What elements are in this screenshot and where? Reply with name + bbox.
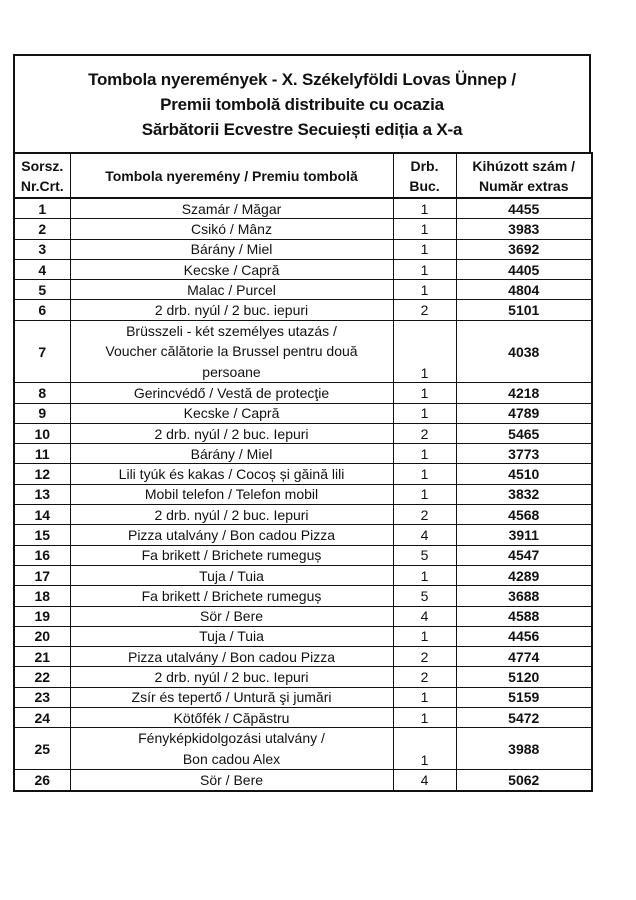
cell-qty: 1 (393, 687, 456, 707)
table-row (14, 403, 592, 423)
cell-nr: 6 (14, 300, 70, 320)
cell-prize (70, 198, 393, 219)
cell-qty: 1 (393, 383, 456, 403)
cell-drawn-number: 4038 (456, 320, 592, 383)
table-row (14, 606, 592, 626)
cell-prize (70, 444, 393, 464)
cell-qty: 2 (393, 423, 456, 443)
cell-nr: 16 (14, 545, 70, 565)
cell-prize (70, 626, 393, 646)
table-row (14, 464, 592, 484)
cell-nr: 11 (14, 444, 70, 464)
cell-nr: 25 (14, 728, 70, 770)
cell-nr: 1 (14, 198, 70, 219)
cell-qty: 1 (393, 444, 456, 464)
table-row (14, 320, 592, 383)
cell-prize (70, 464, 393, 484)
cell-nr: 17 (14, 565, 70, 585)
cell-prize (70, 423, 393, 443)
cell-nr: 3 (14, 239, 70, 259)
table-row (14, 565, 592, 585)
cell-prize (70, 770, 393, 791)
table-row (14, 259, 592, 279)
cell-drawn-number: 5465 (456, 423, 592, 443)
cell-nr: 24 (14, 708, 70, 728)
cell-drawn-number: 5101 (456, 300, 592, 320)
prize-line: Fényképkidolgozási utalvány / (138, 730, 325, 747)
table-row (14, 667, 592, 687)
cell-qty: 1 (393, 198, 456, 219)
title-box (13, 54, 591, 152)
prize-line: 2 drb. nyúl / 2 buc. iepuri (154, 302, 309, 319)
cell-drawn-number: 4774 (456, 647, 592, 667)
cell-qty: 4 (393, 606, 456, 626)
prize-line: Pizza utalvány / Bon cadou Pizza (127, 648, 335, 665)
prize-line: Malac / Purcel (187, 281, 276, 298)
cell-drawn-number: 3988 (456, 728, 592, 770)
table-row (14, 484, 592, 504)
prize-line: Bárány / Miel (190, 445, 273, 462)
title-line-1: Tombola nyeremények - X. Székelyföldi Lovas Ünnep / (88, 69, 516, 89)
table-row (14, 505, 592, 525)
header-nr-line1: Sorsz. (21, 157, 64, 174)
prize-line: Kecske / Capră (183, 405, 280, 422)
prize-line: Gerincvédő / Vestă de protecţie (133, 384, 330, 401)
cell-qty: 1 (393, 280, 456, 300)
prize-line: Mobil telefon / Telefon mobil (144, 486, 319, 503)
cell-prize (70, 320, 393, 383)
table-row (14, 383, 592, 403)
cell-qty: 1 (393, 320, 456, 383)
prize-line: Zsír és tepertő / Untură şi jumări (131, 689, 332, 706)
prize-table (13, 152, 593, 792)
cell-qty: 1 (393, 219, 456, 239)
cell-nr: 15 (14, 525, 70, 545)
header-row (14, 153, 592, 198)
table-row (14, 728, 592, 770)
cell-drawn-number: 5472 (456, 708, 592, 728)
cell-drawn-number: 3688 (456, 586, 592, 606)
cell-prize (70, 219, 393, 239)
cell-nr: 26 (14, 770, 70, 791)
cell-qty: 2 (393, 505, 456, 525)
cell-drawn-number: 4568 (456, 505, 592, 525)
cell-nr: 22 (14, 667, 70, 687)
prize-line: Bon cadou Alex (182, 750, 281, 767)
cell-prize (70, 280, 393, 300)
header-number-line2: Număr extras (479, 177, 569, 194)
cell-qty: 1 (393, 626, 456, 646)
cell-drawn-number: 4789 (456, 403, 592, 423)
prize-line: Kötőfék / Căpăstru (173, 709, 290, 726)
cell-qty: 1 (393, 565, 456, 585)
cell-nr: 12 (14, 464, 70, 484)
prize-line: Sör / Bere (199, 771, 264, 788)
cell-qty: 2 (393, 300, 456, 320)
prize-line: Sör / Bere (199, 608, 264, 625)
cell-drawn-number: 5062 (456, 770, 592, 791)
cell-nr: 14 (14, 505, 70, 525)
cell-drawn-number: 3911 (456, 525, 592, 545)
cell-qty: 4 (393, 525, 456, 545)
cell-drawn-number: 4588 (456, 606, 592, 626)
prize-line: Tuja / Tuia (199, 567, 264, 584)
table-row (14, 525, 592, 545)
cell-nr: 7 (14, 320, 70, 383)
prize-line: Tuja / Tuia (199, 628, 264, 645)
cell-nr: 9 (14, 403, 70, 423)
cell-prize (70, 647, 393, 667)
cell-prize (70, 239, 393, 259)
cell-prize (70, 383, 393, 403)
prize-line: Voucher călătorie la Brussel pentru două (105, 343, 358, 360)
cell-drawn-number: 3692 (456, 239, 592, 259)
cell-drawn-number: 5159 (456, 687, 592, 707)
cell-qty: 1 (393, 239, 456, 259)
prize-line: Fa brikett / Brichete rumeguș (141, 547, 322, 564)
header-number-line1: Kihúzott szám / (472, 157, 576, 174)
table-row (14, 198, 592, 219)
cell-prize (70, 687, 393, 707)
cell-nr: 21 (14, 647, 70, 667)
prize-line: 2 drb. nyúl / 2 buc. Iepuri (154, 506, 309, 523)
table-row (14, 239, 592, 259)
prize-line: 2 drb. nyúl / 2 buc. Iepuri (154, 425, 309, 442)
cell-nr: 13 (14, 484, 70, 504)
cell-nr: 19 (14, 606, 70, 626)
cell-qty: 1 (393, 259, 456, 279)
table-body (14, 198, 592, 791)
cell-prize (70, 565, 393, 585)
cell-prize (70, 259, 393, 279)
cell-drawn-number: 4455 (456, 198, 592, 219)
cell-qty: 1 (393, 708, 456, 728)
prize-line: Csikó / Mânz (191, 220, 272, 237)
cell-drawn-number: 3832 (456, 484, 592, 504)
table-row (14, 626, 592, 646)
prize-line: Fa brikett / Brichete rumeguș (141, 587, 322, 604)
cell-prize (70, 300, 393, 320)
table-row (14, 647, 592, 667)
prize-line: Szamár / Măgar (181, 200, 282, 217)
cell-qty: 1 (393, 464, 456, 484)
table-row (14, 586, 592, 606)
cell-qty: 5 (393, 586, 456, 606)
cell-nr: 20 (14, 626, 70, 646)
cell-nr: 4 (14, 259, 70, 279)
table-row (14, 687, 592, 707)
table-row (14, 444, 592, 464)
header-qty-line2: Buc. (409, 177, 440, 194)
cell-drawn-number: 4289 (456, 565, 592, 585)
header-nr-line2: Nr.Crt. (20, 177, 64, 194)
cell-qty: 5 (393, 545, 456, 565)
cell-prize (70, 728, 393, 770)
cell-drawn-number: 3983 (456, 219, 592, 239)
cell-prize (70, 484, 393, 504)
table-row (14, 423, 592, 443)
cell-qty: 2 (393, 667, 456, 687)
raffle-document (13, 54, 591, 792)
table-row (14, 770, 592, 791)
cell-drawn-number: 4456 (456, 626, 592, 646)
cell-nr: 8 (14, 383, 70, 403)
header-prize: Tombola nyeremény / Premiu tombolă (70, 153, 393, 198)
cell-nr: 2 (14, 219, 70, 239)
header-nr (14, 153, 70, 198)
header-number (456, 153, 592, 198)
cell-prize (70, 708, 393, 728)
cell-drawn-number: 4804 (456, 280, 592, 300)
cell-drawn-number: 4218 (456, 383, 592, 403)
table-row (14, 708, 592, 728)
cell-prize (70, 606, 393, 626)
prize-line: Pizza utalvány / Bon cadou Pizza (127, 527, 335, 543)
cell-drawn-number: 5120 (456, 667, 592, 687)
table-row (14, 280, 592, 300)
cell-drawn-number: 3773 (456, 444, 592, 464)
prize-line: Lili tyúk és kakas / Cocoș și găină lili (118, 466, 345, 483)
cell-prize (70, 525, 393, 545)
prize-line: Brüsszeli - két személyes utazás / (126, 322, 337, 339)
prize-line: persoane (202, 363, 261, 380)
prize-line: Bárány / Miel (190, 241, 273, 258)
table-row (14, 219, 592, 239)
cell-qty: 2 (393, 647, 456, 667)
header-qty-line1: Drb. (410, 157, 439, 174)
title-line-3: Sărbătorii Ecvestre Secuiești ediția a X-a (141, 119, 463, 139)
prize-line: 2 drb. nyúl / 2 buc. Iepuri (154, 669, 309, 686)
cell-drawn-number: 4510 (456, 464, 592, 484)
cell-nr: 18 (14, 586, 70, 606)
cell-qty: 4 (393, 770, 456, 791)
cell-nr: 5 (14, 280, 70, 300)
cell-nr: 10 (14, 423, 70, 443)
cell-prize (70, 545, 393, 565)
cell-qty: 1 (393, 484, 456, 504)
cell-drawn-number: 4547 (456, 545, 592, 565)
table-row (14, 300, 592, 320)
prize-line: Kecske / Capră (183, 261, 280, 278)
cell-prize (70, 586, 393, 606)
title-line-2: Premii tombolă distribuite cu ocazia (160, 94, 444, 114)
table-row (14, 545, 592, 565)
header-qty (393, 153, 456, 198)
cell-qty: 1 (393, 403, 456, 423)
cell-drawn-number: 4405 (456, 259, 592, 279)
cell-prize (70, 667, 393, 687)
cell-prize (70, 505, 393, 525)
cell-prize (70, 403, 393, 423)
cell-nr: 23 (14, 687, 70, 707)
cell-qty: 1 (393, 728, 456, 770)
